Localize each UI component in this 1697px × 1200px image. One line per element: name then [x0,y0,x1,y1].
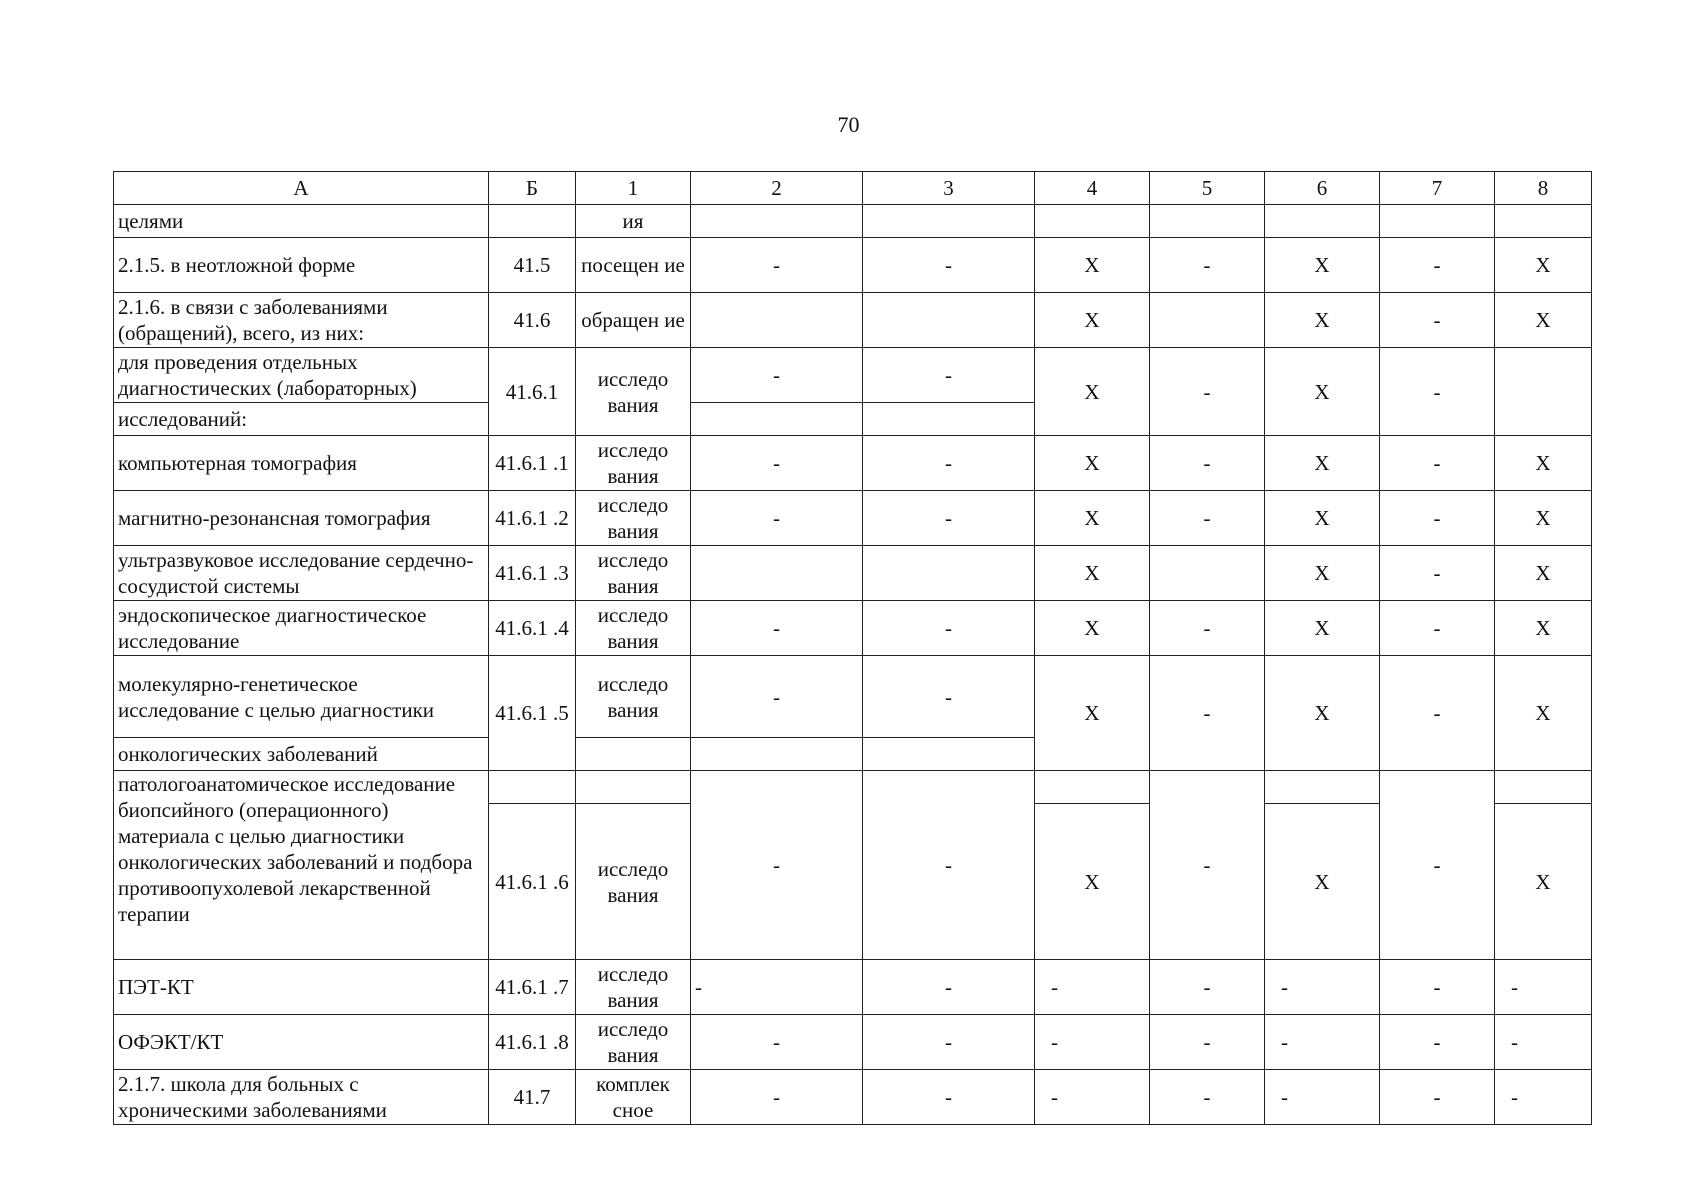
row-label-continued: исследований: [114,403,489,436]
row-unit: посещен ие [576,238,691,293]
row-code: 41.6.1 [489,348,576,436]
table-cell: X [1035,436,1150,491]
row-label: патологоанатомическое исследование биопсийного (операционного) материала с целью диагностики онкологических заболеваний и подбора противоопухолевой лекарственной терапии [114,771,489,960]
table-cell: X [1035,238,1150,293]
table-cell: - [691,601,863,656]
row-label: молекулярно-генетическое исследование с целью диагностики [114,656,489,738]
row-unit: исследо вания [576,491,691,546]
table-cell: - [691,960,863,1015]
table-cell: X [1495,546,1592,601]
row-unit: ия [576,205,691,238]
row-label: 2.1.6. в связи с заболеваниями (обращений), всего, из них: [114,293,489,348]
table-cell: - [1380,546,1495,601]
row-code: 41.5 [489,238,576,293]
header-cell: 7 [1380,172,1495,205]
table-cell [863,293,1035,348]
table-cell [1150,546,1265,601]
row-label: компьютерная томография [114,436,489,491]
table-cell: - [1380,771,1495,960]
table-row [114,771,1592,804]
table-cell [1035,205,1150,238]
table-cell: - [691,348,863,403]
table-cell: X [1265,546,1380,601]
row-code: 41.6.1 .2 [489,491,576,546]
table-cell: - [691,1015,863,1070]
row-unit: исследо вания [576,804,691,960]
table-cell [863,403,1035,436]
table-cell: - [863,238,1035,293]
header-cell: Б [489,172,576,205]
table-row [114,348,1592,403]
table-cell [1380,205,1495,238]
table-cell: X [1265,293,1380,348]
row-label: магнитно-резонансная томография [114,491,489,546]
row-code: 41.6.1 .4 [489,601,576,656]
row-unit: исследо вания [576,1015,691,1070]
row-code: 41.6 [489,293,576,348]
row-label: 2.1.7. школа для больных с хроническими заболеваниями [114,1070,489,1125]
table-cell: - [1150,1070,1265,1125]
table-cell: - [863,1070,1035,1125]
header-cell: 4 [1035,172,1150,205]
table-cell: - [691,238,863,293]
table-cell: X [1035,491,1150,546]
table-row [114,1070,1592,1125]
table-row [114,601,1592,656]
table-cell [1035,771,1150,804]
table-cell: - [691,771,863,960]
table-cell: - [1380,656,1495,771]
table-cell: - [1150,436,1265,491]
row-label-continued: онкологических заболеваний [114,738,489,771]
table-cell: X [1495,601,1592,656]
table-cell: - [863,436,1035,491]
table-cell: - [691,656,863,738]
table-cell [1495,771,1592,804]
table-cell [1495,348,1592,436]
row-label: для проведения отдельных диагностических (лабораторных) [114,348,489,403]
table-cell: - [691,1070,863,1125]
table-cell: X [1495,656,1592,771]
row-unit: исследо вания [576,656,691,738]
row-code: 41.6.1 .3 [489,546,576,601]
header-cell: 5 [1150,172,1265,205]
row-unit: исследо вания [576,436,691,491]
table-cell: X [1495,436,1592,491]
table-cell: - [863,601,1035,656]
table-cell: - [1380,436,1495,491]
table-cell: X [1495,491,1592,546]
table-cell: - [1380,238,1495,293]
table-cell: X [1265,656,1380,771]
row-unit: исследо вания [576,601,691,656]
table-cell: - [863,656,1035,738]
row-label: ПЭТ-КТ [114,960,489,1015]
table-cell: X [1495,293,1592,348]
header-cell: 1 [576,172,691,205]
table-cell [863,546,1035,601]
table-cell [576,738,691,771]
table-row [114,293,1592,348]
table-cell: - [1495,1015,1592,1070]
table-cell [1265,771,1380,804]
table-cell: - [1150,491,1265,546]
table-cell: X [1265,238,1380,293]
table-cell: - [1265,1015,1380,1070]
table-cell: X [1495,804,1592,960]
table-cell: - [1150,771,1265,960]
row-unit: обращен ие [576,293,691,348]
row-label: 2.1.5. в неотложной форме [114,238,489,293]
row-code: 41.6.1 .7 [489,960,576,1015]
table-cell: - [1150,1015,1265,1070]
table-cell [576,771,691,804]
header-cell: 6 [1265,172,1380,205]
table-cell: X [1035,804,1150,960]
table-cell: - [1035,1015,1150,1070]
table-row [114,546,1592,601]
row-code [489,205,576,238]
table-cell: - [1150,601,1265,656]
header-cell: 2 [691,172,863,205]
table-cell: - [691,491,863,546]
table-cell: - [1150,348,1265,436]
table-cell [863,205,1035,238]
table-cell: - [1265,1070,1380,1125]
table-cell: X [1265,491,1380,546]
table-cell [1495,205,1592,238]
table-row [114,491,1592,546]
table-cell [863,738,1035,771]
table-cell [489,771,576,804]
table-cell: - [1035,960,1150,1015]
table-row [114,1015,1592,1070]
row-label: ОФЭКТ/КТ [114,1015,489,1070]
table-cell [1265,205,1380,238]
row-label: эндоскопическое диагностическое исследование [114,601,489,656]
table-cell: - [1150,656,1265,771]
row-label: целями [114,205,489,238]
table-row [114,656,1592,738]
table-cell [691,293,863,348]
table-cell [1150,293,1265,348]
table-cell: X [1035,348,1150,436]
header-cell: 8 [1495,172,1592,205]
header-cell: А [114,172,489,205]
table-cell [691,205,863,238]
row-code: 41.6.1 .6 [489,804,576,960]
row-code: 41.6.1 .1 [489,436,576,491]
table-cell: - [863,960,1035,1015]
row-label: ультразвуковое исследование сердечно-сосудистой системы [114,546,489,601]
table-cell [691,403,863,436]
table-row [114,436,1592,491]
data-table [113,171,1592,1125]
table-cell: - [1380,960,1495,1015]
table-cell: - [1265,960,1380,1015]
row-unit: исследо вания [576,348,691,436]
table-cell: - [1380,293,1495,348]
table-cell: - [1380,491,1495,546]
row-unit: исследо вания [576,546,691,601]
table-cell: - [1495,1070,1592,1125]
table-cell: - [1035,1070,1150,1125]
table-cell: - [1380,1070,1495,1125]
table-row [114,205,1592,238]
table-cell [1150,205,1265,238]
table-cell [691,738,863,771]
table-cell: X [1035,656,1150,771]
table-cell: - [691,436,863,491]
table-cell: - [1150,960,1265,1015]
row-code: 41.6.1 .5 [489,656,576,771]
header-cell: 3 [863,172,1035,205]
table-row [114,960,1592,1015]
table-cell [691,546,863,601]
row-unit: комплек сное [576,1070,691,1125]
table-cell: X [1035,546,1150,601]
table-cell: X [1265,348,1380,436]
table-cell: X [1265,804,1380,960]
table-cell: - [863,348,1035,403]
table-cell: X [1265,436,1380,491]
table-cell: - [863,491,1035,546]
row-code: 41.7 [489,1070,576,1125]
table-row [114,238,1592,293]
table-cell: X [1035,293,1150,348]
row-unit: исследо вания [576,960,691,1015]
table-cell: X [1035,601,1150,656]
table-cell: - [1150,238,1265,293]
table-header-row [114,172,1592,205]
table-cell: - [1380,1015,1495,1070]
table-cell: X [1265,601,1380,656]
table-cell: - [1380,601,1495,656]
table-cell: - [863,771,1035,960]
page-number: 70 [837,112,860,137]
table-cell: - [1380,348,1495,436]
row-code: 41.6.1 .8 [489,1015,576,1070]
table-cell: - [1495,960,1592,1015]
table-cell: X [1495,238,1592,293]
table-cell: - [863,1015,1035,1070]
